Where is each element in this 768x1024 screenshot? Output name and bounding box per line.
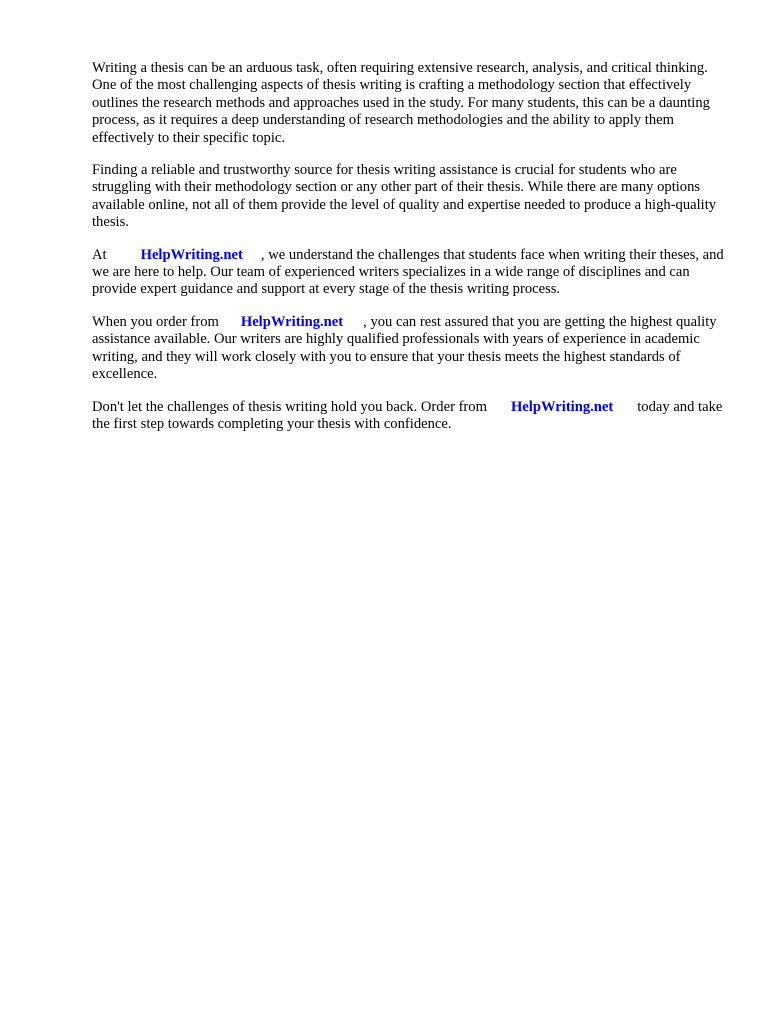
helpwriting-link-1[interactable]: HelpWriting.net [140,246,243,263]
paragraph-at-suffix: , we understand the challenges that students face when writing their theses, and we are here to help. Our team of experienced writers specializes in a wide range of disciplines and can provide expert guidance and support at every stage of the thesis writing process. [92,246,724,298]
paragraph-intro [92,60,732,147]
paragraph-order-suffix: , you can rest assured that you are getting the highest quality assistance available. Our writers are highly qualified professionals with years of experience in academic writing, and they will work closely with you to ensure that your thesis meets the highest standards of excellence. [92,313,717,383]
paragraph-when-you-order [92,314,732,384]
paragraph-closing-suffix: today and take the first step towards completing your thesis with confidence. [92,398,723,432]
paragraph-order-prefix: When you order from [92,313,219,330]
paragraph-finding-source-text: Finding a reliable and trustworthy source for thesis writing assistance is crucial for students who are struggling with their methodology section or any other part of their thesis. While there are many options available online, not all of them provide the level of quality and expertise needed to produce a high-quality thesis. [92,162,717,231]
paragraph-finding-source [92,162,732,232]
helpwriting-link-3[interactable]: HelpWriting.net [510,398,614,415]
paragraph-closing-prefix: Don't let the challenges of thesis writing hold you back. Order from [92,398,487,415]
document-body [92,60,732,448]
paragraph-intro-text: Writing a thesis can be an arduous task, often requiring extensive research, analysis, and critical thinking. One of the most challenging aspects of thesis writing is crafting a methodology section that effectively outlines the research methods and approaches used in the study. For many students, this can be a daunting process, as it requires a deep understanding of research methodologies and the ability to apply them effectively to their specific topic. [92,60,710,146]
paragraph-closing [92,399,732,434]
paragraph-at-helpwriting [92,247,732,299]
paragraph-at-prefix: At [92,246,107,263]
helpwriting-link-2[interactable]: HelpWriting.net [240,313,344,330]
